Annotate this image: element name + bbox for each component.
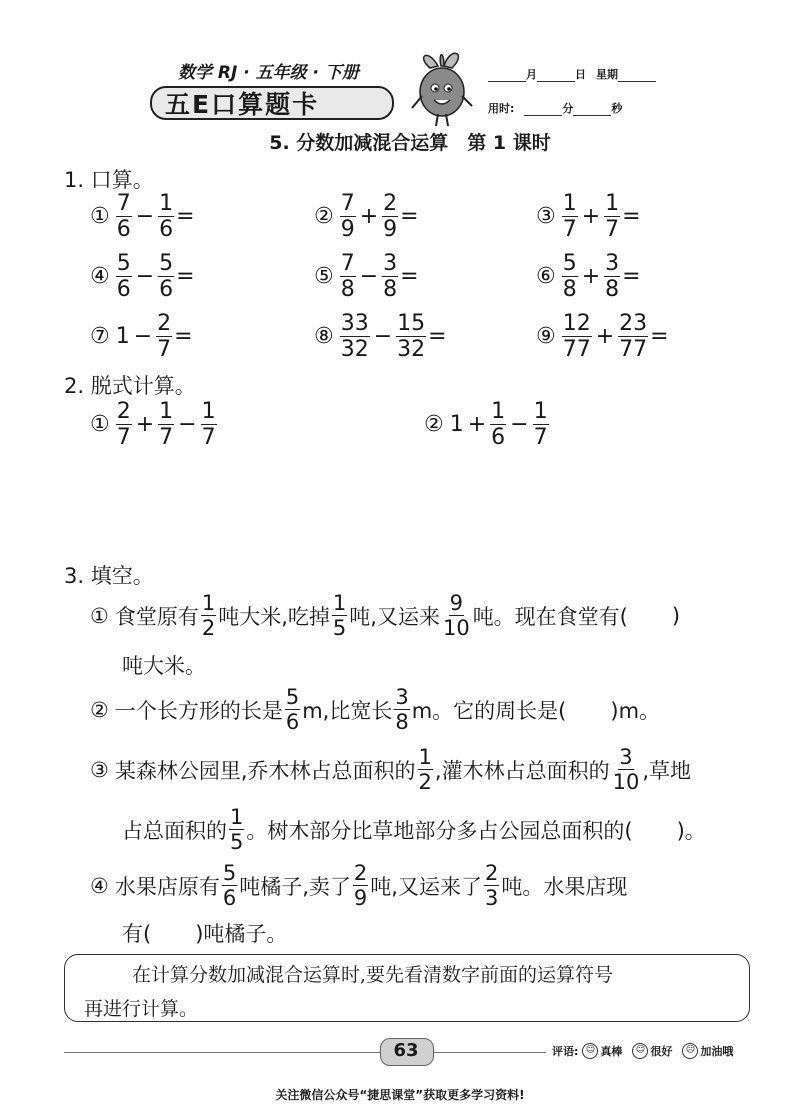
time-label: 用时: [488, 102, 515, 115]
section1-title: 1. 口算。 [64, 168, 154, 192]
rating-good-label: 很好 [650, 1045, 673, 1058]
minute-blank[interactable] [524, 115, 562, 116]
brand-title: 五E口算题卡 [165, 90, 320, 119]
s2-answer-area-1[interactable] [90, 460, 390, 550]
s1-question-6: ⑥ 5 8 + $\frac{3}{8}$ = [536, 251, 641, 303]
s1-question-1: ① 7 6 − $\frac{1}{6}$ = [90, 191, 195, 243]
s1-question-2: ② 7 9 + $\frac{2}{9}$ = [314, 191, 419, 243]
weekday-blank[interactable] [618, 81, 656, 82]
evaluation-bar [552, 1043, 733, 1059]
weekday-label: 星期 [596, 68, 618, 81]
month-label: 月 [526, 68, 537, 81]
s1-question-7: ⑦ 1 − $\frac{2}{7}$ = [90, 311, 193, 363]
subject-line: 数学 RJ · 五年级 · 下册 [178, 63, 359, 83]
tip-line-2: 再进行计算。 [84, 998, 199, 1020]
second-blank[interactable] [573, 115, 611, 116]
lesson-title: 5. 分数加减混合运算 第 1 课时 [269, 132, 551, 154]
s3-question-1: ① 食堂原有 1 2 吨大米,吃掉 1 5 吨,又运来 9 10 吨。现在食堂有( ) [90, 591, 681, 641]
s3-question-2: ② 一个长方形的长是 5 6 m,比宽长 3 8 m。它的周长是( )m。 [90, 685, 661, 735]
tip-line-1: 在计算分数加减混合运算时,要先看清数字前面的运算符号 [132, 964, 614, 986]
s1-question-5: ⑤ 7 8 − $\frac{3}{8}$ = [314, 251, 419, 303]
s3-question-1-cont: 吨大米。 [122, 654, 206, 678]
month-blank[interactable] [488, 81, 526, 82]
s2-question-2: ② 1 + $\frac{1}{6}$ − $\frac{1}{7}$ [424, 399, 548, 451]
date-fields [488, 66, 656, 82]
s1-question-4: ④ 5 6 − $\frac{5}{6}$ = [90, 251, 195, 303]
s2-question-1: ① 2 7 + $\frac{1}{7}$ − $\frac{1}{7}$ [90, 399, 216, 451]
s1-question-9: ⑨ 12 77 + $\frac{23}{77}$ = [536, 311, 669, 363]
s2-answer-area-2[interactable] [424, 460, 724, 550]
great-face-icon[interactable]: ☺ [582, 1043, 598, 1059]
minute-label: 分 [562, 102, 574, 115]
rating-cheer-label: 加油哦 [700, 1045, 734, 1058]
footer-rule-right [434, 1052, 546, 1053]
rating-great-label: 真棒 [600, 1045, 623, 1058]
s1-question-8: ⑧ 33 32 − $\frac{15}{32}$ = [314, 311, 447, 363]
section2-title: 2. 脱式计算。 [64, 374, 196, 398]
s3-question-4: ④ 水果店原有 5 6 吨橘子,卖了 2 9 吨,又运来了 2 3 吨。水果店现 [90, 861, 628, 911]
footer-notice: 关注微信公众号“捷思课堂”获取更多学习资料! [275, 1088, 525, 1102]
radish-mascot-icon [408, 48, 478, 128]
section3-title: 3. 填空。 [64, 564, 154, 588]
s3-question-3-cont: 占总面积的 1 5 。树木部分比草地部分多占公园总面积的( )。 [122, 805, 706, 855]
time-fields [488, 100, 622, 116]
good-face-icon[interactable]: ☺ [632, 1043, 648, 1059]
page-number: 63 [393, 1040, 419, 1061]
cheer-face-icon[interactable]: ☹ [682, 1043, 698, 1059]
s3-question-3: ③ 某森林公园里,乔木林占总面积的 1 2 ,灌木林占总面积的 3 10 ,草地 [90, 745, 691, 795]
day-label: 日 [575, 68, 586, 81]
day-blank[interactable] [537, 81, 575, 82]
eval-label: 评语: [552, 1045, 579, 1058]
s3-question-4-cont: 有( )吨橘子。 [122, 922, 288, 946]
s1-question-3: ③ 1 7 + $\frac{1}{7}$ = [536, 191, 641, 243]
second-label: 秒 [611, 102, 623, 115]
footer-rule-left [64, 1052, 382, 1053]
